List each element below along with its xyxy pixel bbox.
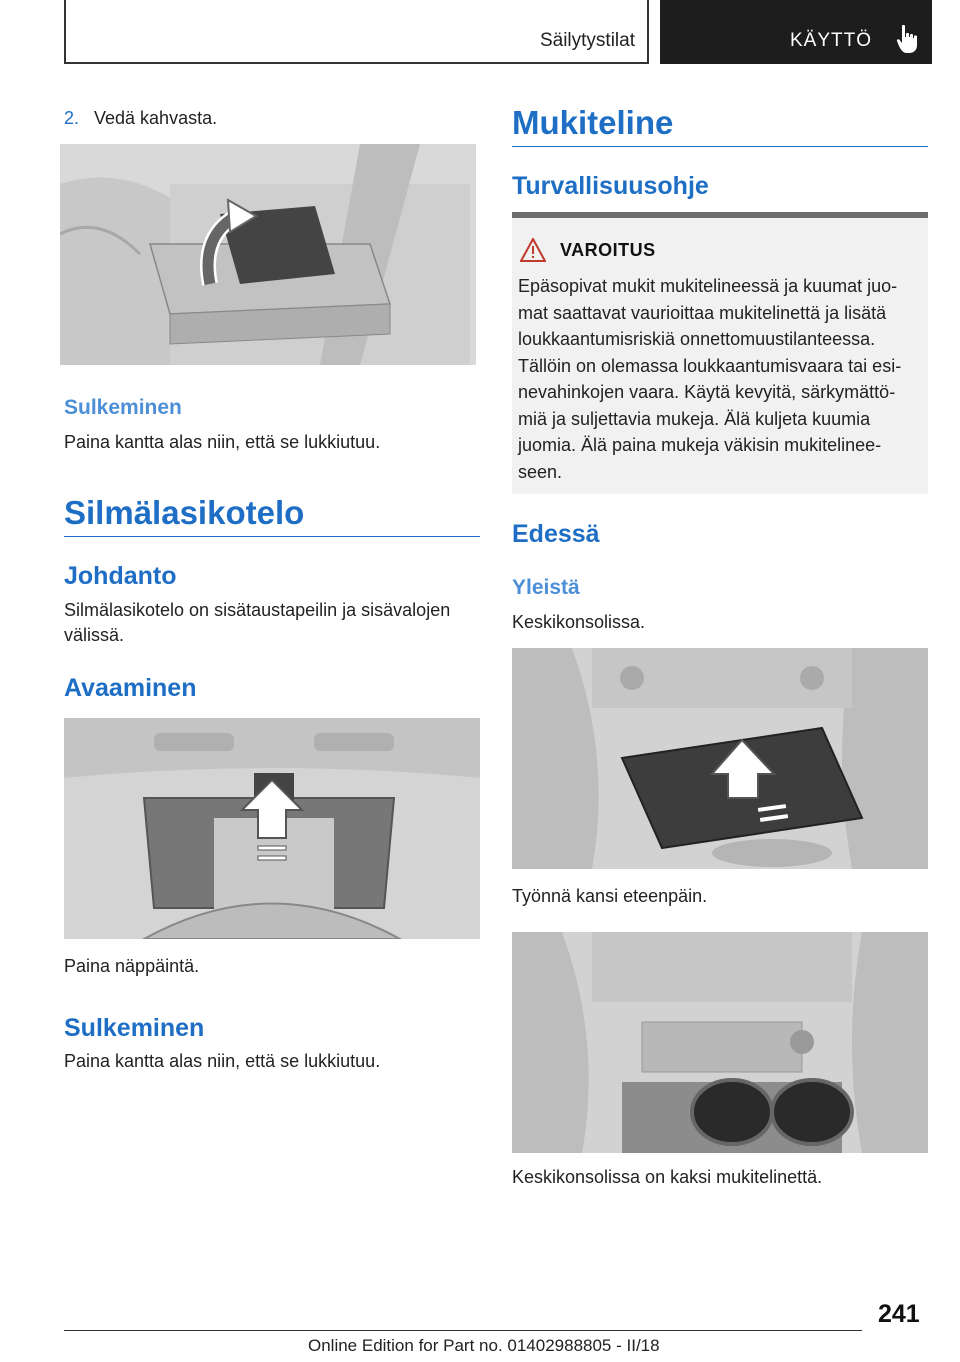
header-chapter-tab [660, 0, 932, 64]
holders-caption: Keskikonsolissa on kaksi mukitelinettä. [512, 1167, 823, 1187]
step-number: 2. [64, 108, 80, 128]
header-section-tab [64, 0, 649, 64]
footer-edition: Online Edition for Part no. 01402988805 - II/18 [308, 1336, 660, 1355]
footer-rule [64, 1330, 862, 1331]
section-rule-eyeglass [64, 536, 480, 537]
console-cover-illustration [512, 648, 928, 869]
general-text: Keskikonsolissa. [512, 612, 646, 632]
eyeglass-case-title: Silmälasikotelo [64, 494, 305, 531]
warning-title: VAROITUS [560, 240, 656, 260]
warning-triangle-icon [520, 238, 546, 262]
opening-heading: Avaaminen [64, 674, 197, 702]
closing-heading-1: Sulkeminen [64, 396, 182, 419]
step-text: Vedä kahvasta. [94, 108, 218, 128]
intro-heading: Johdanto [64, 562, 177, 590]
warning-text: Epäsopivat mukit mukitelineessä ja kuumat juo- mat saattavat vaurioittaa mukitelinettä ja lisätä loukkaantumisriskiä onnettomuustilanteessa. Tällöin on olemassa loukkaantumisvaara tai esi- nevahinkojen vaara. Käytä kevyitä, särkymättö- miä ja suljettavia mukeja. Älä kuljeta kuumia juomia. Älä paina mukeja väkisin mukitelinee- seen. [518, 276, 902, 482]
cupholders-illustration [512, 932, 928, 1153]
cupholder-title: Mukiteline [512, 104, 674, 141]
header-section-title: Säilytystilat [539, 30, 635, 51]
opening-caption: Paina näppäintä. [64, 956, 200, 976]
header-chapter-title: KÄYTTÖ [790, 30, 873, 51]
closing-text-1: Paina kantta alas niin, että se lukkiutuu. [64, 432, 381, 452]
closing-text-2: Paina kantta alas niin, että se lukkiutuu. [64, 1051, 381, 1071]
eyeglass-case-illustration [64, 718, 480, 939]
push-caption: Työnnä kansi eteenpäin. [512, 886, 708, 906]
front-heading: Edessä [512, 520, 600, 548]
section-rule-cupholder [512, 146, 928, 147]
pointing-hand-icon [896, 24, 922, 54]
safety-heading: Turvallisuusohje [512, 172, 709, 200]
closing-heading-2: Sulkeminen [64, 1014, 205, 1042]
intro-text: Silmälasikotelo on sisätaustapeilin ja sisävalojen välissä. [64, 600, 451, 645]
armrest-compartment-illustration [60, 144, 476, 365]
page-number: 241 [878, 1300, 920, 1328]
general-heading: Yleistä [512, 576, 580, 599]
